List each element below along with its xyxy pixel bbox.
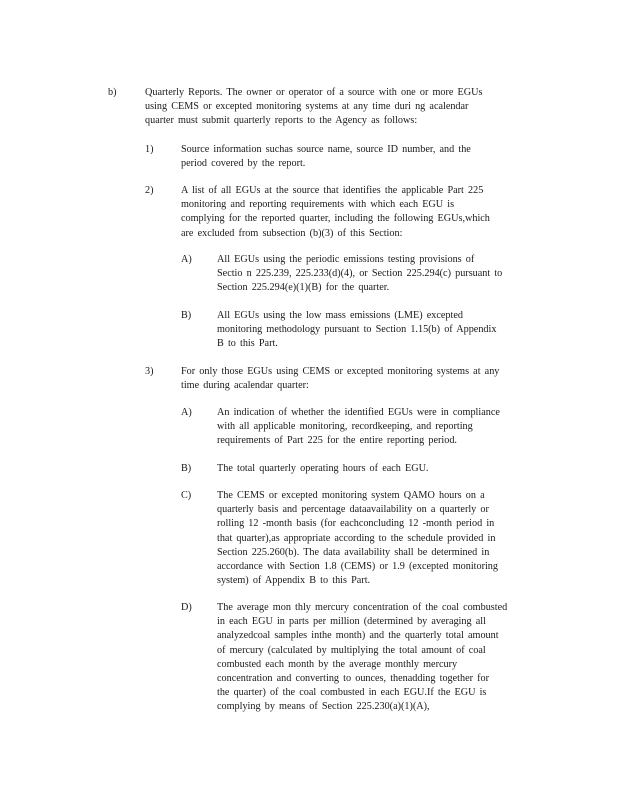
section-b-label: b) xyxy=(108,87,117,98)
text-line: The average mon thly mercury concentration of the coal combusted xyxy=(217,602,508,613)
section-b-text xyxy=(145,86,482,129)
item-2-sub-b-text xyxy=(217,309,496,352)
text-line: analyzedcoal samples inthe month) and the quarterly total amount xyxy=(217,630,499,642)
text-line: Section 225.294(e)(1)(B) for the quarter. xyxy=(217,282,390,294)
item-2-sub-a-label: A) xyxy=(181,254,192,265)
text-line: accordance with Section 1.8 (CEMS) or 1.9 (excepted monitoring xyxy=(217,561,498,573)
text-line: concentration and converting to ounces, thenadding together for xyxy=(217,673,490,685)
text-line: All EGUs using the periodic emissions testing provisions of xyxy=(217,254,475,265)
item-3-sub-a-label: A) xyxy=(181,407,192,418)
item-3-sub-d-text xyxy=(217,601,507,715)
text-line: in each EGU in parts per million (determined by averaging all xyxy=(217,616,486,628)
text-line: quarter must submit quarterly reports to the Agency as follows: xyxy=(145,115,418,127)
text-line: B to this Part. xyxy=(217,338,278,350)
item-3-sub-d-label: D) xyxy=(181,602,192,613)
text-line: An indication of whether the identified EGUs were in compliance xyxy=(217,407,500,418)
item-3-sub-a-text xyxy=(217,406,500,449)
text-line: The CEMS or excepted monitoring system QAMO hours on a xyxy=(217,490,485,501)
text-line: combusted each month by the average monthly mercury xyxy=(217,658,458,670)
text-line: requirements of Part 225 for the entire reporting period. xyxy=(217,435,457,447)
item-3-text xyxy=(181,365,499,393)
item-1-text xyxy=(181,143,471,171)
text-line: of mercury (calculated by multiplying the total amount of coal xyxy=(217,644,486,656)
text-line: A list of all EGUs at the source that identifies the applicable Part 225 xyxy=(181,185,484,196)
text-line: complying by means of Section 225.230(a)(1)(A), xyxy=(217,701,430,713)
item-3-sub-b-label: B) xyxy=(181,463,192,474)
text-line: with all applicable monitoring, recordkeeping, and reporting xyxy=(217,421,473,433)
text-line: are excluded from subsection (b)(3) of this Section: xyxy=(181,227,403,239)
item-2-label: 2) xyxy=(145,185,154,196)
text-line: monitoring methodology pursuant to Section 1.15(b) of Appendix xyxy=(217,324,497,336)
text-line: All EGUs using the low mass emissions (LME) excepted xyxy=(217,310,463,321)
text-line: period covered by the report. xyxy=(181,158,306,170)
item-3-sub-c-label: C) xyxy=(181,490,192,501)
item-3-sub-c-text xyxy=(217,489,498,588)
text-line: monitoring and reporting requirements with which each EGU is xyxy=(181,199,455,211)
text-line: time during acalendar quarter: xyxy=(181,380,309,392)
text-line: Source information suchas source name, source ID number, and the xyxy=(181,144,471,155)
text-line: quarterly basis and percentage dataavailability on a quarterly or xyxy=(217,504,489,516)
item-3-sub-b-text xyxy=(217,462,428,476)
text-line: the quarter) of the coal combusted in each EGU.If the EGU is xyxy=(217,687,487,699)
text-line: that quarter),as appropriate according to the schedule provided in xyxy=(217,532,496,544)
text-line: system) of Appendix B to this Part. xyxy=(217,575,371,587)
text-line: complying for the reported quarter, including the following EGUs,which xyxy=(181,213,490,225)
text-line: rolling 12 -month basis (for eachconcluding 12 -month period in xyxy=(217,518,495,530)
text-line: For only those EGUs using CEMS or excepted monitoring systems at any xyxy=(181,366,500,377)
text-line: Quarterly Reports. The owner or operator of a source with one or more EGUs xyxy=(145,87,483,98)
text-line: Section 225.260(b). The data availability shall be determined in xyxy=(217,546,490,558)
text-line: Sectio n 225.239, 225.233(d)(4), or Section 225.294(c) pursuant to xyxy=(217,268,503,280)
text-line: The total quarterly operating hours of each EGU. xyxy=(217,463,429,474)
item-2-sub-a-text xyxy=(217,253,502,296)
text-line: using CEMS or excepted monitoring systems at any time duri ng acalendar xyxy=(145,101,469,113)
item-2-text xyxy=(181,184,490,241)
item-3-label: 3) xyxy=(145,366,154,377)
item-2-sub-b-label: B) xyxy=(181,310,192,321)
item-1-label: 1) xyxy=(145,144,154,155)
